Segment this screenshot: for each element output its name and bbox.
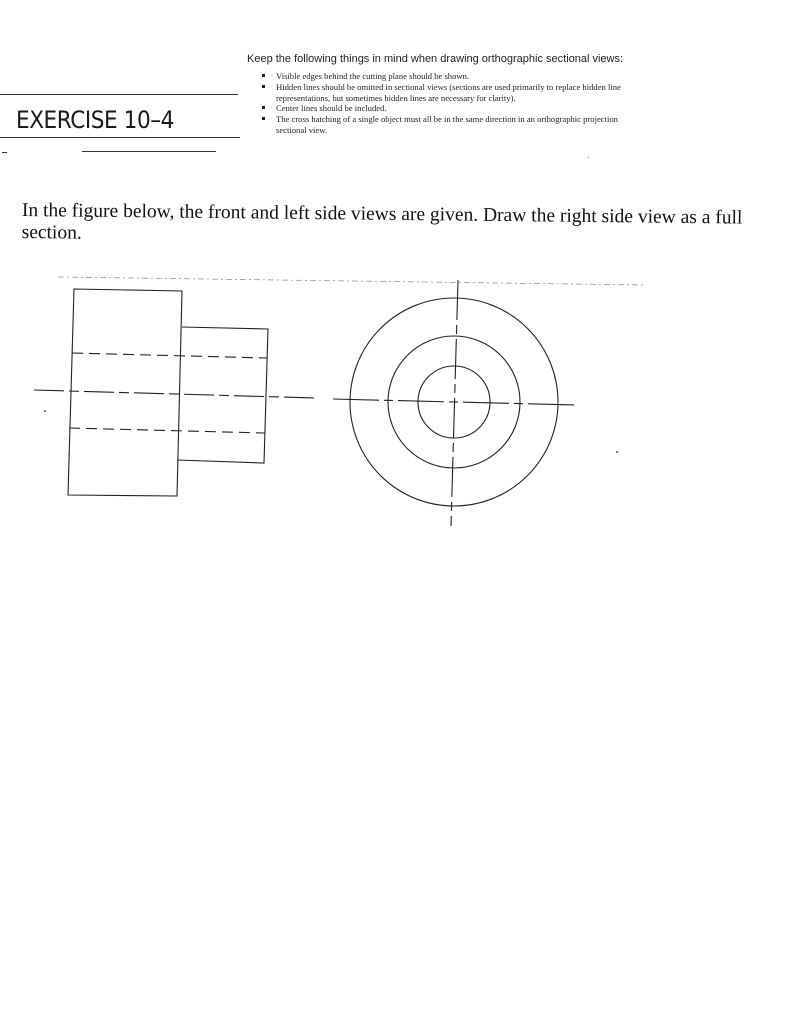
- left-side-view: [333, 280, 575, 526]
- title-rule-tick: [2, 152, 7, 153]
- front-view: [34, 289, 316, 496]
- note-item: Hidden lines should be omitted in sectional views (sections are used primarily to replace hidden line representations, but sometimes hidden lines are necessary for clarity).: [261, 82, 641, 104]
- note-item: Visible edges behind the cutting plane should be shown.: [261, 71, 641, 82]
- speck: [616, 451, 618, 453]
- speck: [588, 157, 589, 158]
- title-rule-top: [0, 94, 238, 95]
- speck: [44, 410, 46, 412]
- note-item: The cross hatching of a single object must all be in the same direction in an orthographic projection sectional view.: [261, 114, 641, 136]
- vertical-center-line: [451, 280, 458, 526]
- notes-list: [261, 71, 641, 136]
- front-view-center-line: [34, 390, 316, 398]
- instruction-text: In the figure below, the front and left side views are given. Draw the right side view as a full section.: [21, 199, 743, 244]
- note-item: Center lines should be included.: [261, 103, 641, 114]
- scan-guide-line: [58, 277, 645, 285]
- orthographic-figure: [0, 260, 793, 560]
- title-rule-short: [82, 151, 216, 152]
- hidden-line-lower: [69, 428, 265, 433]
- intro-text: Keep the following things in mind when drawing orthographic sectional views:: [247, 53, 624, 65]
- exercise-title: EXERCISE 10–4: [16, 106, 174, 134]
- title-rule-bottom: [0, 137, 240, 138]
- hidden-line-upper: [72, 353, 267, 358]
